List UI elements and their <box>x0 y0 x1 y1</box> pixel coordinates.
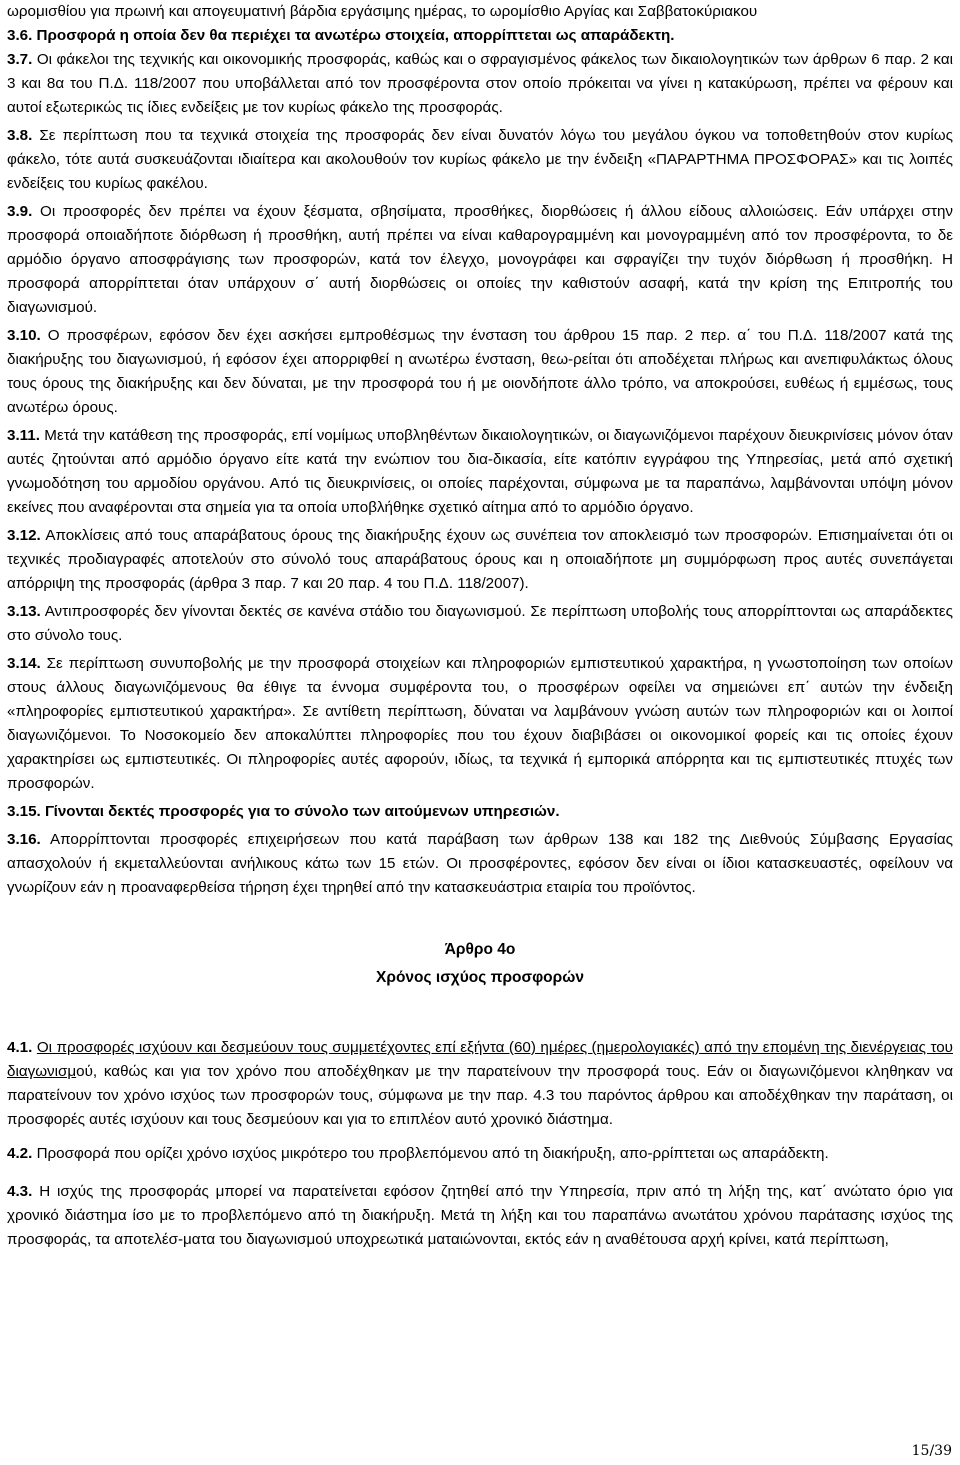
paragraph-3-7 <box>7 48 953 120</box>
clause-text: Η ισχύς της προσφοράς μπορεί να παρατείνεται εφόσον ζητηθεί από την Υπηρεσία, πριν από τη λήξη της, κατ΄ ανώτατο όριο για χρονικό διάστημα ίσο με το προβλεπόμενο από τη διακήρυξη. Μετά τη λήξη και του παραπάνω ανωτάτου χρόνου παράτασης ισχύος της προσφοράς, τα αποτελέσ-ματα του διαγωνισμού υποχρεωτικά ματαιώνονται, εκτός εάν η αναθέτουσα αρχή κρίνει, κατά περίπτωση, <box>7 1183 953 1248</box>
clause-number: 4.1. <box>7 1039 33 1056</box>
paragraph-4-1 <box>7 1036 953 1132</box>
clause-number: 3.10. <box>7 327 41 344</box>
paragraph-3-14 <box>7 652 953 796</box>
article-subtitle: Χρόνος ισχύος προσφορών <box>376 969 584 986</box>
paragraph-3-15: 3.15. Γίνονται δεκτές προσφορές για το σύνολο των αιτούμενων υπηρεσιών. <box>7 803 560 820</box>
clause-number: 3.9. <box>7 203 33 220</box>
clause-number: 3.11. <box>7 427 40 444</box>
paragraph-3-6: 3.6. Προσφορά η οποία δεν θα περιέχει τα ανωτέρω στοιχεία, απορρίπτεται ως απαράδεκτη. <box>7 27 675 44</box>
clause-number: 3.16. <box>7 831 41 848</box>
clause-number: 4.3. <box>7 1183 33 1200</box>
paragraph-3-10 <box>7 324 953 420</box>
paragraph-4-2 <box>7 1142 953 1166</box>
clause-text-underlined: Οι προσφορές ισχύουν και δεσμεύουν τους συμμετέχοντες επί εξήντα (60) ημέρες (ημερολογιακές) από την επομένη της διενέργειας του διαγωνισμ <box>7 1039 953 1080</box>
document-body <box>7 0 953 1252</box>
paragraph-3-13 <box>7 600 953 648</box>
clause-text: Οι φάκελοι της τεχνικής και οικονομικής προσφοράς, καθώς και ο σφραγισμένος φάκελος των δικαιολογητικών των άρθρων 6 παρ. 2 και 3 και 8α του Π.Δ. 118/2007 που υποβάλλεται από τον προσφέροντα στον οποίο πρόκειται να γίνει η κατακύρωση, πρέπει να φέρουν και αυτοί εξωτερικώς τις ίδιες ενδείξεις με τον κυρίως φάκελο της προσφοράς. <box>7 51 953 116</box>
clause-text: Σε περίπτωση που τα τεχνικά στοιχεία της προσφοράς δεν είναι δυνατόν λόγω του μεγάλου όγκου να τοποθετηθούν στον κυρίως φάκελο, τότε αυτά συσκευάζονται ιδιαίτερα και ακολουθούν τον κυρίως φάκελο με την ένδειξη «ΠΑΡΑΡΤΗΜΑ ΠΡΟΣΦΟΡΑΣ» και τις λοιπές ενδείξεις του κυρίως φακέλου. <box>7 127 953 192</box>
page-number: 15/39 <box>911 1443 952 1459</box>
paragraph-3-11 <box>7 424 953 520</box>
paragraph-3-8 <box>7 124 953 196</box>
article-title: Άρθρο 4ο <box>444 941 516 958</box>
clause-text: Σε περίπτωση συνυποβολής με την προσφορά στοιχείων και πληροφοριών εμπιστευτικού χαρακτήρα, η γνωστοποίηση των οποίων στους άλλους διαγωνιζόμενους θα έθιγε τα έννομα συμφέροντα του, ο προσφέρων οφείλει να σημειώνει επ΄ αυτών την ένδειξη «πληροφορίες εμπιστευτικού χαρακτήρα». Σε αντίθετη περίπτωση, δύναται να λαμβάνουν γνώση αυτών των πληροφοριών και οι λοιποί διαγωνιζόμενοι. Το Νοσοκομείο δεν αποκαλύπτει πληροφορίες που του έχουν διαβιβάσει οι οικονομικοί φορείς και τις οποίες έχουν χαρακτηρίσει ως εμπιστευτικές. Οι πληροφορίες αυτές αφορούν, ιδίως, τα τεχνικά ή εμπορικά απόρρητα και τις εμπιστευτικές πτυχές των προσφορών. <box>7 655 953 792</box>
paragraph-3-12 <box>7 524 953 596</box>
clause-number: 4.2. <box>7 1145 33 1162</box>
clause-text: Απορρίπτονται προσφορές επιχειρήσεων που κατά παράβαση των άρθρων 138 και 182 της Διεθνούς Σύμβασης Εργασίας απασχολούν ή εκμεταλλεύονται ανήλικους κάτω των 15 ετών. Οι προσφέροντες, εφόσον δεν είναι οι ίδιοι κατασκευαστές, οφείλουν να γνωρίζουν εάν η προαναφερθείσα τήρηση έχει τηρηθεί από την κατασκευάστρια εταιρία του προϊόντος. <box>7 831 953 896</box>
paragraph-intro-tail: ωρομισθίου για πρωινή και απογευματινή βάρδια εργάσιμης ημέρας, το ωρομίσθιο Αργίας και Σαββατοκύριακου <box>7 3 758 20</box>
clause-text: Ο προσφέρων, εφόσον δεν έχει ασκήσει εμπροθέσμως την ένσταση του άρθρου 15 παρ. 2 περ. α΄ του Π.Δ. 118/2007 κατά της διακήρυξης του διαγωνισμού, ή εφόσον έχει απορριφθεί η ανωτέρω ένσταση, θεω-ρείται ότι αποδέχεται πλήρως και ανεπιφυλάκτως όλους τους όρους της διακήρυξης και δεν δύναται, με την προσφορά του ή με οιονδήποτε άλλο τρόπο, να αποκρούσει, ευθέως ή εμμέσως, τους ανωτέρω όρους. <box>7 327 953 416</box>
clause-text: Μετά την κατάθεση της προσφοράς, επί νομίμως υποβληθέντων δικαιολογητικών, οι διαγωνιζόμενοι παρέχουν διευκρινίσεις μόνον όταν αυτές ζητούνται από αρμόδιο όργανο είτε κατά την ενώπιον του δια-δικασία, είτε κατόπιν εγγράφου της Υπηρεσίας, μετά από σχετική γνωμοδότηση του αρμοδίου οργάνου. Από τις διευκρινίσεις, οι οποίες παρέχονται, σύμφωνα με τα παραπάνω, λαμβάνονται υπόψη μόνον εκείνες που αναφέρονται στα σημεία για τα οποία υποβλήθηκε σχετικό αίτημα από το αρμόδιο όργανο. <box>7 427 953 516</box>
clause-number: 3.8. <box>7 127 33 144</box>
clause-number: 3.13. <box>7 603 41 620</box>
clause-number: 3.7. <box>7 51 33 68</box>
clause-text: ού, καθώς και για τον χρόνο που αποδέχθηκαν με την παρατείνουν την προσφορά τους. Εάν οι διαγωνιζόμενοι κληθηκαν να παρατείνουν τον χρόνο ισχύος των προσφορών τους, σύμφωνα με την παρ. 4.3 του παρόντος άρθρου και αποδέχθηκαν την παράταση, οι προσφορές αυτές ισχύουν και τους δεσμεύουν και για το επιπλέον αυτό χρονικό διάστημα. <box>7 1063 953 1128</box>
clause-number: 3.12. <box>7 527 41 544</box>
clause-text: Οι προσφορές δεν πρέπει να έχουν ξέσματα, σβησίματα, προσθήκες, διορθώσεις ή άλλου είδους αλλοιώσεις. Εάν υπάρχει στην προσφορά οποιαδήποτε διόρθωση ή προσθήκη, αυτή πρέπει να είναι καθαρογραμμένη και μονογραμμένη από τον προσφέροντα, το δε αρμόδιο όργανο αποσφράγισης των προσφορών, κατά τον έλεγχο, μονογράφει και σφραγίζει την τυχόν διόρθωση ή προσθήκη. Η προσφορά απορρίπτεται όταν υπάρχουν σ΄ αυτή διορθώσεις οι οποίες την καθιστούν ασαφή, κατά την κρίση της Επιτροπής του διαγωνισμού. <box>7 203 953 316</box>
paragraph-3-9 <box>7 200 953 320</box>
clause-text: Προσφορά που ορίζει χρόνο ισχύος μικρότερο του προβλεπόμενου από τη διακήρυξη, απο-ρρίπτεται ως απαράδεκτη. <box>36 1145 829 1162</box>
paragraph-4-3 <box>7 1180 953 1252</box>
clause-text: Αποκλίσεις από τους απαράβατους όρους της διακήρυξης έχουν ως συνέπεια τον αποκλεισμό των προσφορών. Επισημαίνεται ότι οι τεχνικές προδιαγραφές αποτελούν στο σύνολό τους απαράβατους όρους και η οποιαδήποτε μη συμμόρφωση προς αυτές συνεπάγεται απόρριψη της προσφοράς (άρθρα 3 παρ. 7 και 20 παρ. 4 του Π.Δ. 118/2007). <box>7 527 953 592</box>
clause-text: Αντιπροσφορές δεν γίνονται δεκτές σε κανένα στάδιο του διαγωνισμού. Σε περίπτωση υποβολής τους απορρίπτονται ως απαράδεκτες στο σύνολο τους. <box>7 603 953 644</box>
paragraph-3-16 <box>7 828 953 900</box>
clause-number: 3.14. <box>7 655 41 672</box>
